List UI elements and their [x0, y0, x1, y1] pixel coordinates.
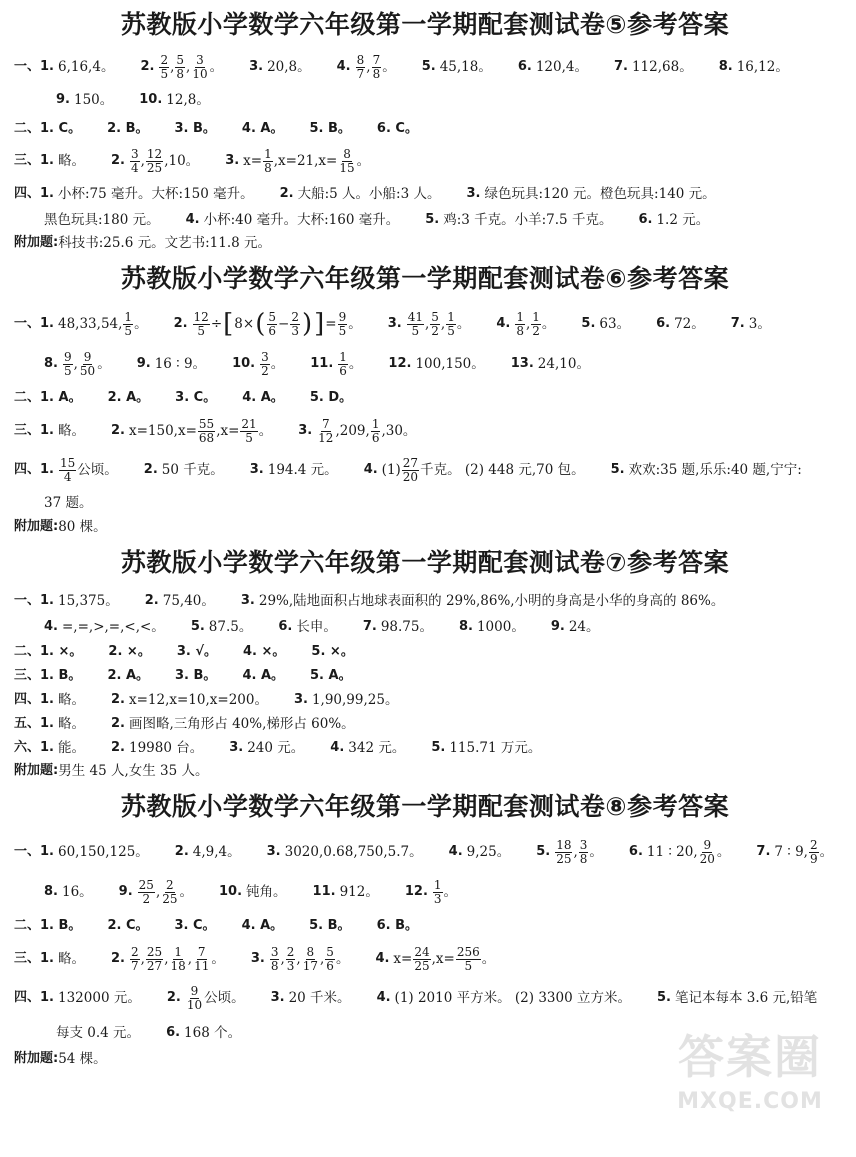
s8-line-4: 三、 1. 略。 2. $\frac{2}{7}$ , $\frac{25}{27}$ , $\frac{1}{18}$ , $\frac{7}{11}$ 。 3. $\frac{3}{8}$ , $\frac{2}{3}$ , $\frac{8}{17}$ , $\frac{5}{6}$ 。 4. x= $\frac{24}{25}$ ,x= $\frac{256}{5}$ 。: [14, 944, 496, 973]
item-number: 1.: [40, 423, 54, 438]
item-number: 2. A。: [107, 390, 150, 405]
s7-line-3: 二、 1. ×。 2. ×。 3. √。 4. ×。 5. ×。: [14, 644, 354, 659]
item-number: 6.: [517, 59, 532, 74]
s6-line-6: 37 题。: [44, 495, 93, 511]
fraction: $\frac{1}{18}$: [170, 944, 186, 973]
fraction: $\frac{2}{9}$: [809, 837, 818, 866]
item-number: 4. A。: [241, 121, 284, 136]
fraction: $\frac{5}{2}$: [431, 309, 439, 338]
item-number: 1.: [40, 740, 54, 755]
item-number: 9.: [56, 92, 70, 107]
watermark-logo: 答案圈 MXQE.COM: [677, 1030, 823, 1114]
fraction: $\frac{1}{8}$: [264, 146, 272, 175]
item-number: 8.: [718, 59, 733, 74]
item-number: 3.: [298, 423, 313, 438]
s7-line-5: 四、 1. 略。 2. x=12,x=10,x=200。 3. 1,90,99,25。: [14, 692, 399, 708]
item-number: 1.: [40, 593, 54, 608]
item-number: 6.: [278, 619, 293, 634]
fraction: $\frac{12}{5}$: [193, 309, 209, 338]
item-number: 4. A。: [241, 918, 284, 933]
item-number: 4. ×。: [243, 644, 286, 659]
s7-line-7: 六、 1. 能。 2. 19980 台。 3. 240 元。 4. 342 元。 5. 115.71 万元。: [14, 740, 542, 756]
item-number: 10.: [232, 356, 256, 371]
fraction: $\frac{24}{25}$: [414, 944, 430, 973]
item-number: 1.: [40, 951, 54, 966]
item-number: 4. A。: [242, 668, 285, 683]
item-number: 7.: [730, 316, 745, 331]
section-title-5: 苏教版小学数学六年级第一学期配套测试卷⑤参考答案: [120, 10, 730, 39]
item-number: 1.: [40, 59, 54, 74]
fraction: $\frac{9}{10}$: [186, 983, 203, 1012]
item-number: 9.: [136, 356, 151, 371]
fraction: $\frac{1}{5}$: [447, 309, 455, 338]
s5-bonus: 附加题: 科技书:25.6 元。文艺书:11.8 元。: [14, 235, 271, 251]
fraction: $\frac{5}{6}$: [326, 944, 334, 973]
item-number: 2. B。: [107, 121, 149, 136]
item-number: 6.: [628, 844, 643, 859]
item-number: 3. √。: [176, 644, 218, 659]
s7-line-6: 五、 1. 略。 2. 画图略,三角形占 40%,梯形占 60%。: [14, 716, 355, 732]
fraction: $\frac{8}{7}$: [356, 52, 365, 81]
item-number: 2. ×。: [108, 644, 151, 659]
fraction: $\frac{8}{17}$: [302, 944, 318, 973]
fraction: $\frac{25}{27}$: [146, 944, 163, 973]
item-number: 5.: [190, 619, 205, 634]
fraction: $\frac{2}{5}$: [160, 52, 169, 81]
item-number: 10.: [139, 92, 163, 107]
item-number: 1. B。: [40, 918, 82, 933]
item-number: 1.: [40, 692, 54, 707]
s6-line-3: 二、 1. A。 2. A。 3. C。 4. A。 5. D。: [14, 390, 353, 405]
item-number: 9.: [118, 884, 133, 899]
fraction: $\frac{25}{2}$: [138, 877, 154, 906]
s8-line-2: 8. 16。 9. $\frac{25}{2}$ , $\frac{2}{25}$ 。 10. 钝角。 11. 912。 12. $\frac{1}{3}$ 。: [44, 877, 458, 906]
item-number: 4. A。: [242, 390, 284, 405]
item-number: 5. ×。: [311, 644, 354, 659]
s7-line-1: 一、 1. 15,375。 2. 75,40。 3. 29%,陆地面积占地球表面积的 29%,86%,小明的身高是小华的身高的 86%。: [14, 593, 725, 609]
item-number: 3.: [293, 692, 308, 707]
item-number: 4.: [448, 844, 463, 859]
item-number: 2. A。: [107, 668, 150, 683]
s8-line-3: 二、 1. B。 2. C。 3. C。 4. A。 5. B。 6. B。: [14, 918, 418, 933]
item-number: 2.: [166, 990, 181, 1005]
item-number: 1.: [40, 153, 54, 168]
item-number: 5.: [581, 316, 596, 331]
item-number: 4.: [376, 990, 391, 1005]
item-number: 5. B。: [309, 918, 351, 933]
item-number: 1.: [40, 316, 54, 331]
item-number: 6. C。: [376, 121, 418, 136]
item-number: 5.: [425, 212, 440, 227]
fraction: $\frac{9}{5}$: [338, 309, 347, 338]
item-number: 2.: [140, 59, 155, 74]
fraction: $\frac{1}{3}$: [433, 877, 442, 906]
item-number: 13.: [510, 356, 534, 371]
item-number: 3. C。: [175, 390, 217, 405]
item-number: 2.: [111, 692, 125, 707]
item-number: 5.: [421, 59, 436, 74]
item-number: 2.: [279, 186, 294, 201]
item-number: 1.: [40, 186, 54, 201]
item-number: 2.: [111, 951, 125, 966]
fraction: $\frac{3}{10}$: [192, 52, 208, 81]
item-number: 2.: [111, 423, 125, 438]
item-number: 4.: [363, 462, 378, 477]
s6-line-5: 四、 1. $\frac{15}{4}$ 公顷。 2. 50 千克。 3. 194.4 元。 4. (1) $\frac{27}{20}$ 千克。 (2) 448 元,70 包。 5. 欢欢:35 题,乐乐:40 题,宁宁:: [14, 455, 802, 484]
fraction: $\frac{1}{6}$: [371, 416, 380, 445]
item-number: 2.: [111, 153, 125, 168]
item-number: 3.: [250, 951, 265, 966]
fraction: $\frac{55}{68}$: [198, 416, 215, 445]
s5-line-4: 三、 1. 略。 2. $\frac{3}{4}$ , $\frac{12}{25}$ ,10。 3. x= $\frac{1}{8}$ ,x=21,x= $\frac{8}{15}$ 。: [14, 146, 371, 175]
item-number: 5.: [656, 990, 671, 1005]
item-number: 8.: [44, 356, 58, 371]
fraction: $\frac{3}{8}$: [579, 837, 588, 866]
item-number: 3.: [240, 593, 255, 608]
item-number: 6. B。: [376, 918, 418, 933]
fraction: $\frac{7}{8}$: [372, 52, 381, 81]
fraction: $\frac{9}{50}$: [79, 349, 96, 378]
section-title-6: 苏教版小学数学六年级第一学期配套测试卷⑥参考答案: [120, 264, 730, 293]
item-number: 7.: [613, 59, 628, 74]
fraction: $\frac{7}{11}$: [194, 944, 210, 973]
item-number: 4.: [185, 212, 200, 227]
fraction: $\frac{2}{25}$: [162, 877, 178, 906]
item-number: 5.: [431, 740, 446, 755]
item-number: 11.: [310, 356, 334, 371]
s8-line-5: 四、 1. 132000 元。 2. $\frac{9}{10}$ 公顷。 3. 20 千米。 4. (1) 2010 平方米。 (2) 3300 立方米。 5. 笔记本每本 3.6 元,铅笔: [14, 983, 818, 1012]
s5-line-5: 四、 1. 小杯:75 毫升。大杯:150 毫升。 2. 大船:5 人。小船:3 人。 3. 绿色玩具:120 元。橙色玩具:140 元。: [14, 186, 716, 202]
fraction: $\frac{1}{5}$: [124, 309, 133, 338]
item-number: 4.: [496, 316, 511, 331]
fraction: $\frac{5}{8}$: [176, 52, 185, 81]
item-number: 5. D。: [309, 390, 353, 405]
item-number: 4.: [375, 951, 390, 966]
item-number: 2.: [174, 844, 189, 859]
item-number: 1. ×。: [40, 644, 83, 659]
item-number: 7.: [362, 619, 377, 634]
s8-bonus: 附加题: 54 棵。: [14, 1051, 107, 1067]
item-number: 2.: [143, 462, 158, 477]
item-number: 3.: [270, 990, 285, 1005]
s8-line-6: 每支 0.4 元。 6. 168 个。: [56, 1025, 242, 1041]
fraction: $\frac{1}{6}$: [339, 349, 347, 378]
item-number: 1.: [40, 990, 54, 1005]
fraction: $\frac{27}{20}$: [402, 455, 419, 484]
fraction: $\frac{21}{5}$: [241, 416, 257, 445]
item-number: 2.: [111, 716, 125, 731]
s5-line-2: 9. 150。 10. 12,8。: [56, 92, 210, 108]
item-number: 4.: [44, 619, 58, 634]
item-number: 3.: [466, 186, 481, 201]
section-title-8: 苏教版小学数学六年级第一学期配套测试卷⑧参考答案: [120, 792, 730, 821]
s7-line-4: 三、 1. B。 2. A。 3. B。 4. A。 5. A。: [14, 668, 352, 683]
item-number: 5.: [610, 462, 625, 477]
fraction: $\frac{9}{20}$: [699, 837, 715, 866]
fraction: $\frac{2}{3}$: [291, 309, 299, 338]
item-number: 3.: [387, 316, 402, 331]
item-number: 3.: [225, 153, 240, 168]
s5-line-1: 一、 1. 6,16,4。 2. $\frac{2}{5}$ , $\frac{5}{8}$ , $\frac{3}{10}$ 。 3. 20,8。 4. $\frac{8}{7}$ , $\frac{7}{8}$ 。 5. 45,18。 6. 120,4。 7. 112,68。 8. 16,12。: [14, 52, 789, 81]
item-number: 5. A。: [310, 668, 352, 683]
item-number: 12.: [404, 884, 428, 899]
item-number: 1. A。: [40, 390, 82, 405]
s5-line-3: 二、 1. C。 2. B。 3. B。 4. A。 5. B。 6. C。: [14, 121, 418, 136]
s7-bonus: 附加题: 男生 45 人,女生 35 人。: [14, 763, 209, 779]
item-number: 1.: [40, 716, 54, 731]
fraction: $\frac{1}{2}$: [532, 309, 540, 338]
item-number: 3.: [229, 740, 244, 755]
item-number: 3. C。: [174, 918, 216, 933]
item-number: 4.: [330, 740, 345, 755]
item-number: 3.: [249, 59, 264, 74]
item-number: 7.: [756, 844, 771, 859]
item-number: 6.: [166, 1025, 181, 1040]
item-number: 6.: [638, 212, 653, 227]
s6-line-2: 8. $\frac{9}{5}$ , $\frac{9}{50}$ 。 9. 16 ∶ 9。 10. $\frac{3}{2}$ 。 11. $\frac{1}{6}$ 。 12. 100,150。 13. 24,10。: [44, 349, 590, 378]
item-number: 8.: [44, 884, 58, 899]
item-number: 1. C。: [40, 121, 82, 136]
fraction: $\frac{256}{5}$: [456, 944, 480, 973]
item-number: 2.: [111, 740, 125, 755]
item-number: 12.: [388, 356, 412, 371]
fraction: $\frac{3}{4}$: [130, 146, 139, 175]
fraction: $\frac{8}{15}$: [339, 146, 355, 175]
item-number: 4.: [336, 59, 351, 74]
fraction: $\frac{3}{8}$: [270, 944, 279, 973]
s6-bonus: 附加题: 80 棵。: [14, 519, 107, 535]
fraction: $\frac{2}{7}$: [130, 944, 139, 973]
item-number: 6.: [656, 316, 671, 331]
item-number: 3. B。: [175, 668, 217, 683]
part-label: 一、: [14, 59, 41, 74]
item-number: 5. B。: [309, 121, 351, 136]
item-number: 1.: [40, 462, 54, 477]
item-number: 10.: [219, 884, 243, 899]
item-number: 2. C。: [107, 918, 149, 933]
fraction: $\frac{2}{3}$: [286, 944, 295, 973]
s5-line-6: 黑色玩具:180 元。 4. 小杯:40 毫升。大杯:160 毫升。 5. 鸡:3 千克。小羊:7.5 千克。 6. 1.2 元。: [44, 212, 710, 228]
item-number: 1. B。: [40, 668, 82, 683]
fraction: $\frac{1}{8}$: [516, 309, 524, 338]
item-number: 3.: [266, 844, 281, 859]
fraction: $\frac{12}{25}$: [146, 146, 163, 175]
item-number: 3.: [249, 462, 264, 477]
item-number: 1.: [40, 844, 54, 859]
fraction: $\frac{5}{6}$: [268, 309, 276, 338]
item-number: 8.: [458, 619, 473, 634]
fraction: $\frac{9}{5}$: [63, 349, 72, 378]
s6-line-1: 一、 1. 48,33,54, $\frac{1}{5}$ 。 2. $\frac{12}{5}$ ÷ [ 8× ( $\frac{5}{6}$ − $\frac{2}{3}$ ) ] = $\frac{9}{5}$ 。 3. $\frac{41}{5}$ , $\frac{5}{2}$ , $\frac{1}{5}$ 。 4. $\frac{1}{8}$ , $\frac{1}{2}$ 。 5. 63。 6. 72。 7. 3。: [14, 309, 771, 339]
item-number: 2.: [173, 316, 188, 331]
fraction: $\frac{7}{12}$: [318, 416, 334, 445]
fraction: $\frac{3}{2}$: [261, 349, 269, 378]
item-number: 11.: [312, 884, 336, 899]
item-number: 2.: [144, 593, 159, 608]
fraction: $\frac{18}{25}$: [556, 837, 572, 866]
s7-line-2: 4. =,=,>,=,<,<。 5. 87.5。 6. 长申。 7. 98.75。 8. 1000。 9. 24。: [44, 619, 600, 635]
fraction: $\frac{15}{4}$: [60, 455, 76, 484]
item-number: 9.: [550, 619, 565, 634]
section-title-7: 苏教版小学数学六年级第一学期配套测试卷⑦参考答案: [120, 548, 730, 577]
item-number: 5.: [536, 844, 551, 859]
s8-line-1: 一、 1. 60,150,125。 2. 4,9,4。 3. 3020,0.68,750,5.7。 4. 9,25。 5. $\frac{18}{25}$ , $\frac{3}{8}$ 。 6. 11 ∶ 20, $\frac{9}{20}$ 。 7. 7 ∶ 9, $\frac{2}{9}$ 。: [14, 837, 834, 866]
s6-line-4: 三、 1. 略。 2. x=150,x= $\frac{55}{68}$ ,x= $\frac{21}{5}$ 。 3. $\frac{7}{12}$ ,209, $\frac{1}{6}$ ,30。: [14, 416, 417, 445]
item-number: 3. B。: [174, 121, 216, 136]
fraction: $\frac{41}{5}$: [407, 309, 423, 338]
